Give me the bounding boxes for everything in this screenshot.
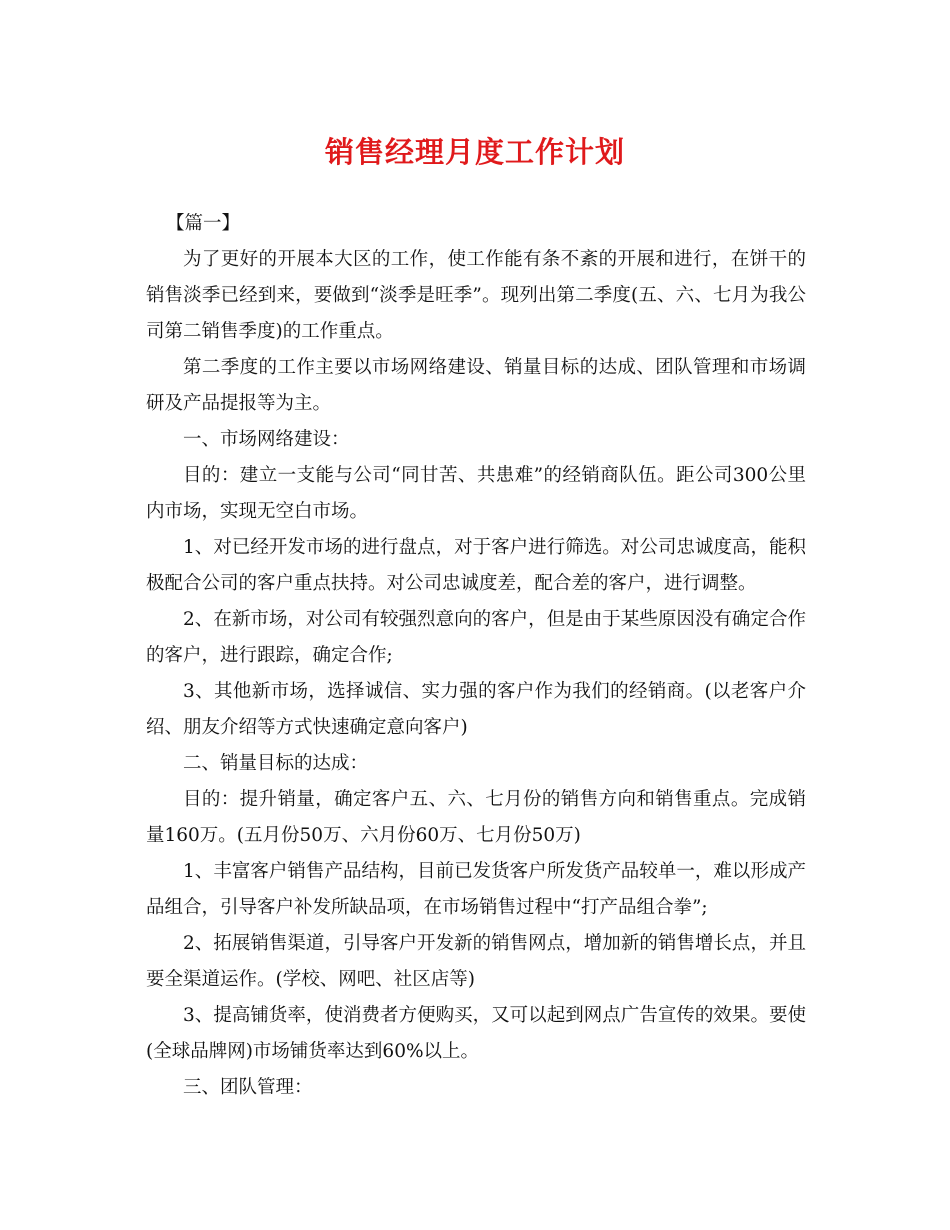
section-tag: 【篇一】: [166, 213, 241, 234]
section-heading: 一、市场网络建设：: [183, 429, 350, 450]
document-body: [146, 206, 806, 1106]
paragraph: 目的：提升销量，确定客户五、六、七月份的销售方向和销售重点。完成销量160万。(五月份50万、六月份60万、七月份50万): [146, 789, 806, 846]
page-title: 销售经理月度工作计划: [324, 135, 625, 169]
paragraph: 为了更好的开展本大区的工作，使工作能有条不紊的开展和进行，在饼干的销售淡季已经到来，要做到“淡季是旺季”。现列出第二季度(五、六、七月为我公司第二销售季度)的工作重点。: [146, 249, 806, 342]
paragraph: 目的：建立一支能与公司“同甘苦、共患难”的经销商队伍。距公司300公里内市场，实现无空白市场。: [146, 465, 806, 522]
list-item: 3、提高铺货率，使消费者方便购买，又可以起到网点广告宣传的效果。要使(全球品牌网)市场铺货率达到60%以上。: [146, 1005, 806, 1062]
paragraph: 第二季度的工作主要以市场网络建设、销量目标的达成、团队管理和市场调研及产品提报等为主。: [146, 357, 806, 414]
section-heading: 三、团队管理：: [183, 1077, 313, 1098]
list-item: 2、拓展销售渠道，引导客户开发新的销售网点，增加新的销售增长点，并且要全渠道运作。(学校、网吧、社区店等): [146, 933, 806, 990]
list-item: 1、对已经开发市场的进行盘点，对于客户进行筛选。对公司忠诚度高，能积极配合公司的客户重点扶持。对公司忠诚度差，配合差的客户，进行调整。: [146, 537, 806, 594]
list-item: 2、在新市场，对公司有较强烈意向的客户，但是由于某些原因没有确定合作的客户，进行跟踪，确定合作;: [146, 609, 806, 666]
list-item: 3、其他新市场，选择诚信、实力强的客户作为我们的经销商。(以老客户介绍、朋友介绍等方式快速确定意向客户): [146, 681, 806, 738]
section-heading: 二、销量目标的达成：: [183, 753, 369, 774]
list-item: 1、丰富客户销售产品结构，目前已发货客户所发货产品较单一，难以形成产品组合，引导客户补发所缺品项，在市场销售过程中“打产品组合拳”;: [146, 861, 806, 918]
